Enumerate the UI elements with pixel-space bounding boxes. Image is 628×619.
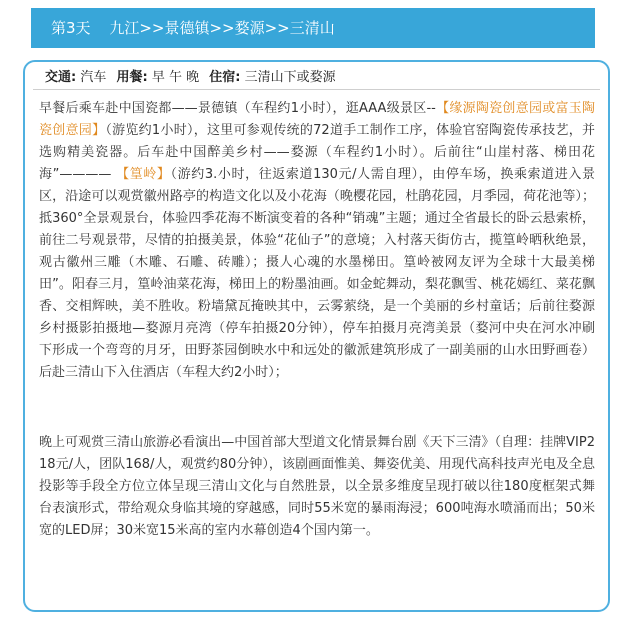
paragraph-text: 早餐后乘车赴中国瓷都——景德镇（车程约1小时），逛AAA级景区-- [39,101,436,116]
meal-value: 早 午 晚 [151,70,200,85]
stay-value: 三清山下或婺源 [244,70,336,85]
meta-divider [33,89,600,90]
meta-row [45,68,336,88]
meal-label: 用餐: [116,70,148,85]
stay-label: 住宿: [209,70,241,85]
paragraph-text: （游约3.小时，往返索道130元/人需自理），由停车场，换乘索道进入景区，沿途可以观赏徽州路亭的构造文化以及小花海（晚樱花园，杜鹃花园，月季园，荷花池等）；抵360°全景观景台，体验四季花海不断演变着的各种“销魂”主题；通过全省最长的卧云悬索桥，前往二号观景带，尽情的拍摄美景，体验“花仙子”的意境；入村落天街仿古，揽篁岭晒秋绝景，观古徽州三雕（木雕、石雕、砖雕）；摄人心魂的水墨梯田。篁岭被网友评为全球十大最美梯田”。阳春三月，篁岭油菜花海，梯田上的粉墨油画。如金蛇舞动，梨花飘雪、桃花嫣红、菜花飘香、交相辉映，美不胜收。粉墙黛瓦掩映其中，云雾萦绕，是一个美丽的乡村童话；后前往婺源乡村摄影拍摄地—婺源月亮湾（停车拍摄20分钟），停车拍摄月亮湾美景（婺河中央在河水冲刷下形成一个弯弯的月牙，田野茶园倒映水中和远处的徽派建筑形成了一副美丽的山水田野画卷）后赴三清山下入住酒店（车程大约2小时）； [39,167,595,380]
itinerary-paragraph-evening: 晚上可观赏三清山旅游必看演出—中国首部大型道文化情景舞台剧《天下三清》（自理：挂牌VIP218元/人，团队168/人，观赏约80分钟），该剧画面惟美、舞姿优美、用现代高科技声光电及全息投影等手段全方位立体呈现三清山文化与自然胜景，以全景多维度呈现打破以往180度框架式舞台表演形式，带给观众身临其境的穿越感，同时55米宽的暴雨海浸；600吨海水喷涌而出；50米宽的LED屏；30米宽15米高的室内水幕创造4个国内第一。 [39,435,595,538]
pottery-park-link[interactable]: 【缘源陶瓷创意园或富玉陶瓷创意园】 [39,101,595,138]
day-label: 第3天 [51,19,91,37]
route-title: 九江>>景德镇>>婺源>>三清山 [109,19,335,37]
transport-label: 交通: [45,70,77,85]
itinerary-paragraph-day [39,98,595,384]
itinerary-card [23,60,610,612]
huangling-link[interactable]: 【篁岭】 [116,167,171,182]
day-header [31,8,595,48]
paragraph-text: （游览约1小时），这里可参观传统的72道手工制作工序，体验官窑陶瓷传承技艺，并选购精美瓷器。后车赴中国醉美乡村——婺源（车程约1小时）。后前往“山崖村落、梯田花海”———— [39,123,595,182]
transport-value: 汽车 [80,70,107,85]
